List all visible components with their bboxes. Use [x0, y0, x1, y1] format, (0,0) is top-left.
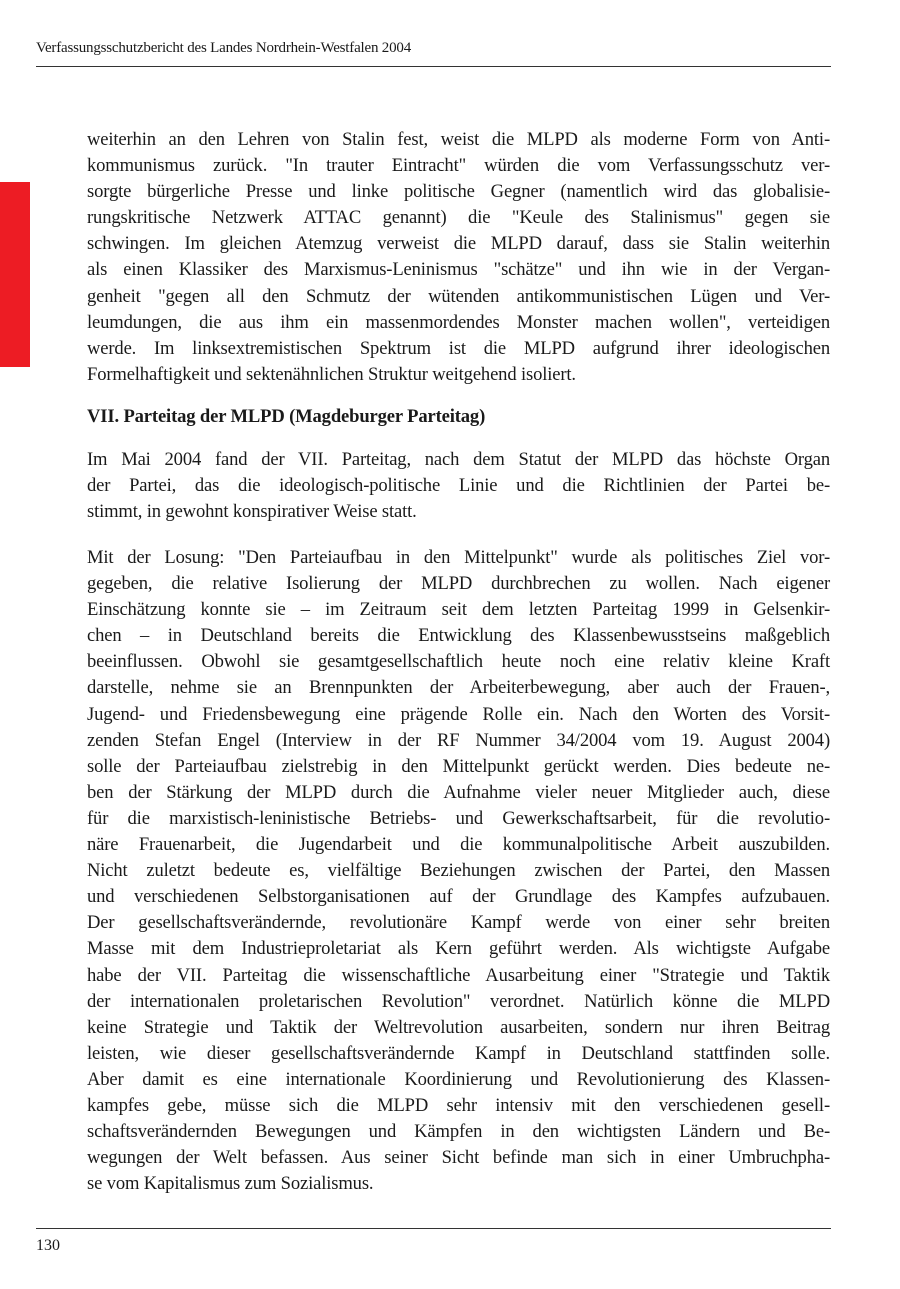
text-line: genheit "gegen all den Schmutz der wütenden antikommunistischen Lügen und Ver- — [87, 285, 830, 307]
running-header-title: Verfassungsschutzbericht des Landes Nordrhein-Westfalen 2004 — [36, 40, 412, 56]
text-line: Im Mai 2004 fand der VII. Parteitag, nach dem Statut der MLPD das höchste Organ — [87, 449, 830, 470]
text-line: rungskritische Netzwerk ATTAC genannt) die "Keule des Stalinismus" gegen sie — [87, 207, 830, 229]
text-line: und verschiedenen Selbstorganisationen auf der Grundlage des Kampfes aufzubauen. — [87, 886, 830, 908]
text-line: Einschätzung konnte sie – im Zeitraum seit dem letzten Parteitag 1999 in Gelsenkir- — [87, 599, 830, 621]
text-line: Masse mit dem Industrieproletariat als Kern geführt werden. Als wichtigste Aufgabe — [87, 938, 830, 960]
paragraph-1 — [87, 127, 830, 388]
text-line: Jugend- und Friedensbewegung eine prägende Rolle ein. Nach den Worten des Vorsit- — [87, 703, 830, 725]
text-line: habe der VII. Parteitag die wissenschaftliche Ausarbeitung einer "Strategie und Taktik — [87, 964, 830, 986]
text-line: se vom Kapitalismus zum Sozialismus. — [87, 1173, 374, 1195]
text-line: schwingen. Im gleichen Atemzug verweist die MLPD darauf, dass sie Stalin weiterhin — [87, 233, 830, 255]
paragraph-2 — [87, 447, 830, 525]
text-line: sorgte bürgerliche Presse und linke politische Gegner (namentlich wird das globalisie- — [87, 181, 830, 203]
text-line: zenden Stefan Engel (Interview in der RF Nummer 34/2004 vom 19. August 2004) — [87, 729, 830, 751]
text-line: Mit der Losung: "Den Parteiaufbau in den Mittelpunkt" wurde als politisches Ziel vor- — [87, 547, 830, 568]
text-line: chen – in Deutschland bereits die Entwicklung des Klassenbewusstseins maßgeblich — [87, 625, 830, 647]
text-line: solle der Parteiaufbau zielstrebig in den Mittelpunkt gerückt werden. Dies bedeute ne- — [87, 755, 830, 777]
text-line: Formelhaftigkeit und sektenähnlichen Struktur weitgehend isoliert. — [87, 363, 576, 385]
text-line: der internationalen proletarischen Revolution" verordnet. Natürlich könne die MLPD — [87, 990, 830, 1012]
text-line: keine Strategie und Taktik der Weltrevolution ausarbeiten, sondern nur ihren Beitrag — [87, 1016, 830, 1038]
text-line: kampfes gebe, müsse sich die MLPD sehr intensiv mit den verschiedenen gesell- — [87, 1094, 830, 1116]
page-number: 130 — [36, 1237, 60, 1254]
paragraph-3 — [87, 545, 830, 1197]
text-line: beeinflussen. Obwohl sie gesamtgesellschaftlich heute noch eine relativ kleine Kraft — [87, 651, 830, 673]
footer-rule — [36, 1228, 831, 1229]
header-rule — [36, 66, 831, 67]
text-line: weiterhin an den Lehren von Stalin fest, weist die MLPD als moderne Form von Anti- — [87, 129, 830, 150]
text-line: darstelle, nehme sie an Brennpunkten der Arbeiterbewegung, aber auch der Frauen-, — [87, 677, 830, 699]
chapter-marker-bar — [0, 182, 30, 367]
text-line: Nicht zuletzt bedeute es, vielfältige Beziehungen zwischen der Partei, den Massen — [87, 860, 830, 882]
text-line: wegungen der Welt befassen. Aus seiner Sicht befinde man sich in einer Umbruchpha- — [87, 1147, 830, 1169]
text-line: werde. Im linksextremistischen Spektrum ist die MLPD aufgrund ihrer ideologischen — [87, 337, 830, 359]
text-line: für die marxistisch-leninistische Betriebs- und Gewerkschaftsarbeit, für die revolutio- — [87, 807, 830, 829]
section-heading: VII. Parteitag der MLPD (Magdeburger Parteitag) — [87, 406, 486, 427]
text-line: leisten, wie dieser gesellschaftsverändernde Kampf in Deutschland stattfinden solle. — [87, 1042, 830, 1064]
text-line: leumdungen, die aus ihm ein massenmordendes Monster machen wollen", verteidigen — [87, 311, 830, 333]
text-line: Aber damit es eine internationale Koordinierung und Revolutionierung des Klassen- — [87, 1068, 830, 1090]
text-line: als einen Klassiker des Marxismus-Leninismus "schätze" und ihn wie in der Vergan- — [87, 259, 830, 281]
text-line: gegeben, die relative Isolierung der MLPD durchbrechen zu wollen. Nach eigener — [87, 573, 830, 595]
text-line: näre Frauenarbeit, die Jugendarbeit und die kommunalpolitische Arbeit auszubilden. — [87, 834, 830, 856]
text-line: Der gesellschaftsverändernde, revolutionäre Kampf werde von einer sehr breiten — [87, 912, 830, 934]
text-line: der Partei, das die ideologisch-politische Linie und die Richtlinien der Partei be- — [87, 475, 830, 497]
text-line: ben der Stärkung der MLPD durch die Aufnahme vieler neuer Mitglieder auch, diese — [87, 781, 830, 803]
text-line: stimmt, in gewohnt konspirativer Weise statt. — [87, 501, 417, 523]
text-line: kommunismus zurück. "In trauter Eintracht" würden die vom Verfassungsschutz ver- — [87, 155, 830, 177]
text-line: schaftsverändernden Bewegungen und Kämpfen in den wichtigsten Ländern und Be- — [87, 1121, 830, 1143]
